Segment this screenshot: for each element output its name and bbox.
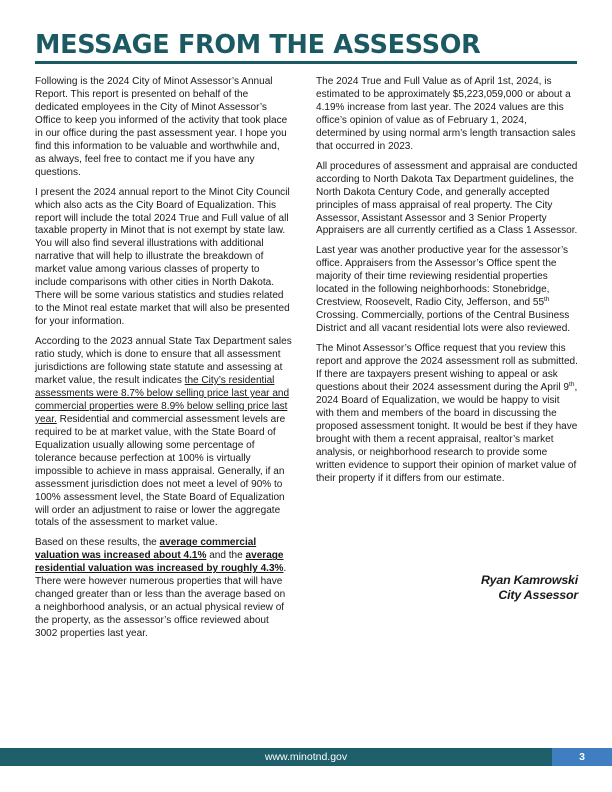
procedures-paragraph: All procedures of assessment and appraisal are conducted according to North Dakota Tax Department guidelines, the North Dakota Century Code, and generally accepted principles of mass appraisal of real property. The City Assessor, Assistant Assessor and 3 Senior Property Appraisers are all currently certified as a Class 1 Assessor. <box>316 160 578 237</box>
assessment-levels-underlined: the City’s residential assessments were 8.7% below selling price last year and commercial properties were 8.9% below selling price last year. <box>35 374 290 425</box>
valuation-results-paragraph: Based on these results, the average commercial valuation was increased about 4.1% and the average residential valuation was increased by roughly 4.3%. There were however numerous properties that will have changed greater than or less than the average based on a neighborhood analysis, or an actual physical review of the property, as the assessor’s office reviewed about 3002 properties last year. <box>35 537 287 640</box>
footer-bar <box>0 748 612 766</box>
signature-name: Ryan Kamrowski <box>480 573 578 587</box>
page-title: MESSAGE FROM THE ASSESSOR <box>35 30 481 60</box>
right-column <box>316 76 579 493</box>
title-underline <box>35 61 577 64</box>
signature-role: City Assessor <box>498 588 578 602</box>
commercial-increase-emphasis: average commercial valuation was increased about 4.1% <box>35 537 257 562</box>
neighborhoods-paragraph: Last year was another productive year for the assessor’s office. Appraisers from the Assessor’s Office spent the majority of their time reviewing residential properties located in the following neighborhoods: Stonebridge, Crestview, Roosevelt, Radio City, Jefferson, and 55th Crossing. Commercially, portions of the Central Business District and all vacant residential lots were also reviewed. <box>316 245 571 335</box>
left-column <box>35 76 293 648</box>
page-number: 3 <box>552 748 612 766</box>
intro-paragraph: Following is the 2024 City of Minot Assessor’s Annual Report. This report is presented on behalf of the dedicated employees in the City of Minot Assessor’s Office to keep you informed of the activity that took place in our office during the past assessment year. I hope you find this information to be valuable and worthwhile and, as always, feel free to contact me if you have any questions. <box>35 76 288 178</box>
residential-increase-emphasis: average residential valuation was increased by roughly 4.3% <box>35 550 284 575</box>
board-request-paragraph: The Minot Assessor’s Office request that you review this report and approve the 2024 assessment roll as submitted. If there are taxpayers present wishing to appeal or ask questions about their 2024 assessment during the April 9th, 2024 Board of Equalization, we would be happy to visit with them and members of the board in discussing the proposed assessment tonight. It would be best if they have brought with them a recent appraisal, realtor’s market analysis, or neighborhood research to provide some written evidence to support their opinion of market value of their property if it differs from our estimate. <box>316 343 578 484</box>
sales-ratio-paragraph: According to the 2023 annual State Tax Department sales ratio study, which is done to ensure that all assessment jurisdictions are following state statute and assessing at market value, the result indicates the City’s residential assessments were 8.7% below selling price last year and commercial properties were 8.9% below selling price last year. Residential and commercial assessment levels are required to be at market value, with the State Board of Equalization usually allowing some percentage of tolerance because perfection at 100% is virtually impossible to achieve in mass appraisal. Generally, if an assessment jurisdiction does not meet a level of 90% to 100% assessment level, the State Board of Equalization will order an adjustment to raise or lower the aggregate totals of the assessment to market value. <box>35 336 292 529</box>
signature-block <box>481 573 578 603</box>
true-full-value-paragraph: The 2024 True and Full Value as of April 1st, 2024, is estimated to be approximately $5,223,059,000 or about a 4.19% increase from last year. The 2024 values are this office’s opinion of value as of February 1, 2024, determined by using normal arm’s length transaction sales that occurred in 2023. <box>316 76 576 152</box>
report-description-paragraph: I present the 2024 annual report to the Minot City Council which also acts as the City Board of Equalization. This report will include the total 2024 True and Full value of all taxable property in Minot that is not exempt by state law. You will also find several illustrations with additional narrative that will help to illustrate the breakdown of market value among various classes of property to include comparisons with other cities in North Dakota. There will be some various statistics and studies related to the Minot real estate market that will also be presented for your information. <box>35 186 290 328</box>
footer-url-link[interactable]: www.minotnd.gov <box>264 751 348 763</box>
